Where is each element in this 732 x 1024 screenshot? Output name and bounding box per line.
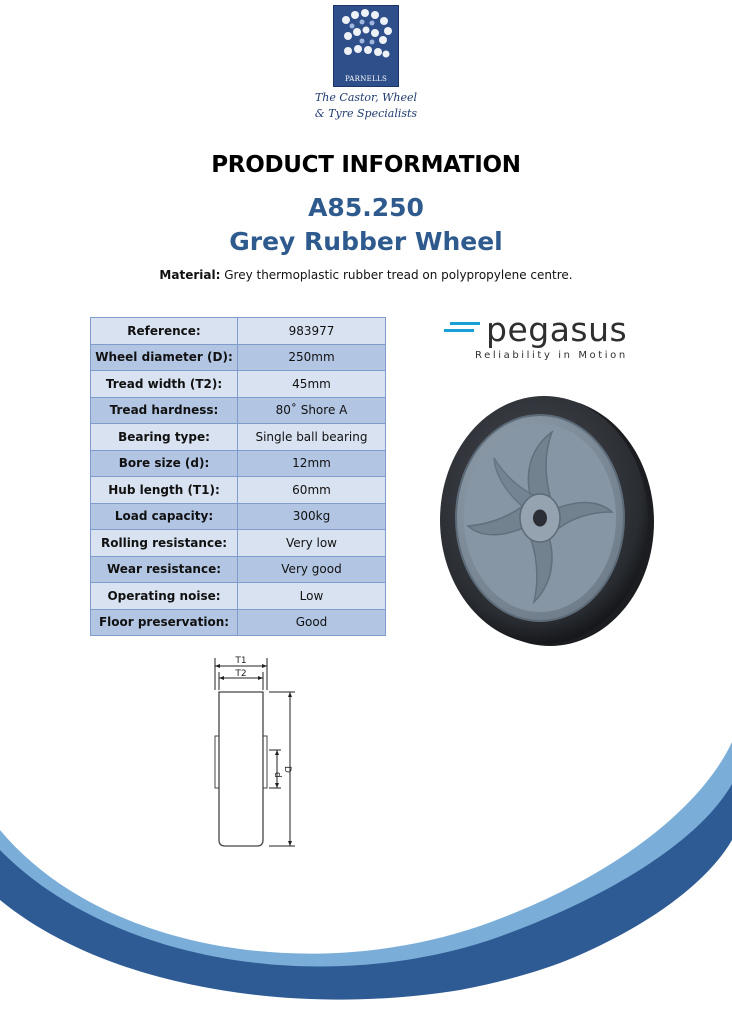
spec-value: Single ball bearing <box>238 424 386 451</box>
page-title: PRODUCT INFORMATION <box>211 152 521 178</box>
spec-row <box>91 583 386 610</box>
pegasus-logo <box>444 310 634 368</box>
spec-row <box>91 371 386 398</box>
tagline <box>266 90 466 122</box>
spec-value: 60mm <box>238 477 386 504</box>
spec-value: 80˚ Shore A <box>238 397 386 424</box>
spec-label: Floor preservation: <box>91 609 238 636</box>
spec-label: Load capacity: <box>91 503 238 530</box>
pegasus-tagline: Reliability in Motion <box>475 350 628 361</box>
spec-table <box>90 317 386 636</box>
material-label: Material: <box>159 268 221 282</box>
label-t2: T2 <box>235 669 247 679</box>
spec-value: Good <box>238 609 386 636</box>
spec-value: Low <box>238 583 386 610</box>
spec-label: Hub length (T1): <box>91 477 238 504</box>
spec-value: 983977 <box>238 318 386 345</box>
material-line <box>0 268 732 282</box>
tagline-line2: & Tyre Specialists <box>314 107 418 120</box>
spec-row <box>91 450 386 477</box>
spec-row <box>91 556 386 583</box>
spec-row <box>91 530 386 557</box>
spec-label: Wear resistance: <box>91 556 238 583</box>
spec-row <box>91 344 386 371</box>
spec-value: 12mm <box>238 450 386 477</box>
spec-row <box>91 318 386 345</box>
product-code: A85.250 <box>308 193 424 222</box>
spec-label: Tread hardness: <box>91 397 238 424</box>
spec-value: 250mm <box>238 344 386 371</box>
spec-row <box>91 397 386 424</box>
pegasus-wordmark: pegasus <box>486 310 628 349</box>
logo-brand-text: PARNELLS <box>344 75 388 83</box>
label-diameter-D: D <box>282 766 292 773</box>
material-value: Grey thermoplastic rubber tread on polypropylene centre. <box>224 268 573 282</box>
spec-label: Bearing type: <box>91 424 238 451</box>
spec-row <box>91 477 386 504</box>
spec-label: Bore size (d): <box>91 450 238 477</box>
spec-row <box>91 503 386 530</box>
label-bore-d: d <box>272 772 282 778</box>
spec-label: Rolling resistance: <box>91 530 238 557</box>
decorative-waves <box>0 700 732 1024</box>
wheel-image <box>436 392 656 648</box>
spec-row <box>91 609 386 636</box>
logo-circles-icon <box>334 6 398 72</box>
pegasus-bar-icon <box>450 322 480 325</box>
spec-row <box>91 424 386 451</box>
spec-label: Operating noise: <box>91 583 238 610</box>
spec-label: Tread width (T2): <box>91 371 238 398</box>
parnells-logo <box>333 5 399 87</box>
product-name: Grey Rubber Wheel <box>229 227 503 256</box>
spec-value: Very good <box>238 556 386 583</box>
spec-label: Wheel diameter (D): <box>91 344 238 371</box>
tagline-line1: The Castor, Wheel <box>314 91 418 104</box>
label-t1: T1 <box>235 656 247 666</box>
spec-value: Very low <box>238 530 386 557</box>
spec-value: 45mm <box>238 371 386 398</box>
spec-label: Reference: <box>91 318 238 345</box>
pegasus-bar-icon <box>444 329 474 332</box>
spec-value: 300kg <box>238 503 386 530</box>
